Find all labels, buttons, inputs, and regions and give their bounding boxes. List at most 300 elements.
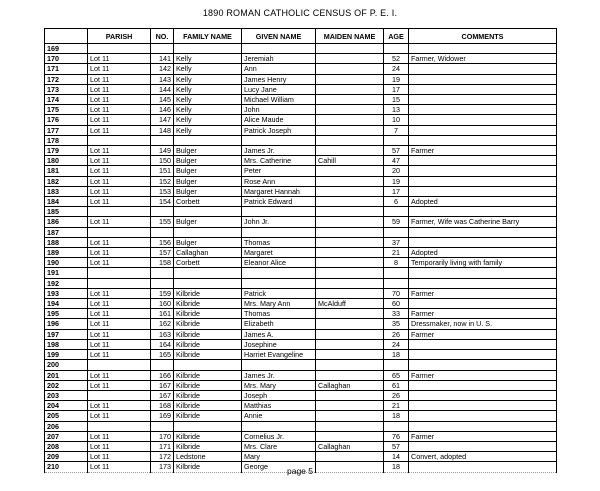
given-name-cell: James Jr.	[242, 146, 316, 156]
parish-cell: Lot 11	[88, 115, 151, 125]
family-name-cell	[174, 44, 242, 54]
table-row	[45, 452, 557, 462]
given-name-cell: Patrick Joseph	[242, 125, 316, 135]
given-name-cell: Rose Ann	[242, 176, 316, 186]
comments-cell	[409, 268, 557, 278]
comments-cell	[409, 74, 557, 84]
line-number-cell: 196	[45, 319, 88, 329]
number-cell: 141	[151, 54, 174, 64]
parish-cell: Lot 11	[88, 319, 151, 329]
comments-cell	[409, 421, 557, 431]
maiden-name-cell	[316, 288, 384, 298]
number-cell: 151	[151, 166, 174, 176]
number-cell: 158	[151, 258, 174, 268]
maiden-name-cell	[316, 44, 384, 54]
line-number-cell: 181	[45, 166, 88, 176]
family-name-cell	[174, 278, 242, 288]
maiden-name-cell	[316, 421, 384, 431]
line-number-cell: 197	[45, 329, 88, 339]
table-header-row	[45, 29, 557, 44]
maiden-name-cell	[316, 115, 384, 125]
comments-cell	[409, 186, 557, 196]
comments-cell	[409, 176, 557, 186]
table-row	[45, 431, 557, 441]
number-cell: 156	[151, 237, 174, 247]
age-cell: 24	[384, 64, 409, 74]
given-name-cell: Thomas	[242, 309, 316, 319]
age-cell: 18	[384, 411, 409, 421]
table-row	[45, 105, 557, 115]
given-name-cell: Ann	[242, 64, 316, 74]
parish-cell	[88, 227, 151, 237]
maiden-name-cell	[316, 227, 384, 237]
number-cell: 157	[151, 248, 174, 258]
comments-cell	[409, 237, 557, 247]
table-row	[45, 401, 557, 411]
line-number-cell: 182	[45, 176, 88, 186]
number-cell	[151, 135, 174, 145]
age-cell: 18	[384, 350, 409, 360]
line-number-cell: 192	[45, 278, 88, 288]
line-number-cell: 203	[45, 390, 88, 400]
age-cell: 13	[384, 105, 409, 115]
age-cell: 17	[384, 84, 409, 94]
number-cell	[151, 421, 174, 431]
number-cell	[151, 360, 174, 370]
number-header: NO.	[151, 29, 174, 44]
number-cell: 164	[151, 339, 174, 349]
given-name-cell: Josephine	[242, 339, 316, 349]
table-row	[45, 390, 557, 400]
age-cell	[384, 207, 409, 217]
maiden-name-cell	[316, 401, 384, 411]
parish-cell: Lot 11	[88, 288, 151, 298]
maiden-name-cell	[316, 186, 384, 196]
number-cell	[151, 44, 174, 54]
table-row	[45, 248, 557, 258]
comments-cell	[409, 207, 557, 217]
maiden-name-cell	[316, 135, 384, 145]
line-number-cell: 193	[45, 288, 88, 298]
number-cell: 167	[151, 380, 174, 390]
given-name-cell: James Jr.	[242, 370, 316, 380]
given-name-cell: Patrick Edward	[242, 197, 316, 207]
age-cell: 19	[384, 74, 409, 84]
maiden-name-cell	[316, 54, 384, 64]
family-name-cell: Kilbride	[174, 462, 242, 472]
parish-cell	[88, 135, 151, 145]
given-name-cell: Mrs. Clare	[242, 441, 316, 451]
line-number-cell: 210	[45, 462, 88, 472]
comments-cell	[409, 125, 557, 135]
age-cell	[384, 44, 409, 54]
age-cell: 8	[384, 258, 409, 268]
parish-cell: Lot 11	[88, 84, 151, 94]
comments-cell: Adopted	[409, 248, 557, 258]
parish-cell: Lot 11	[88, 350, 151, 360]
maiden-name-cell	[316, 146, 384, 156]
family-name-cell: Kelly	[174, 54, 242, 64]
given-name-cell: Margaret	[242, 248, 316, 258]
page-number: page 5	[287, 466, 313, 476]
parish-cell: Lot 11	[88, 380, 151, 390]
table-row	[45, 380, 557, 390]
family-name-cell: Bulger	[174, 166, 242, 176]
age-cell: 59	[384, 217, 409, 227]
age-cell: 57	[384, 146, 409, 156]
maiden-name-cell	[316, 278, 384, 288]
table-body	[45, 44, 557, 473]
line-number-cell: 202	[45, 380, 88, 390]
number-cell: 173	[151, 462, 174, 472]
parish-cell: Lot 11	[88, 401, 151, 411]
table-row	[45, 370, 557, 380]
age-cell	[384, 360, 409, 370]
line-number-cell: 200	[45, 360, 88, 370]
number-cell: 154	[151, 197, 174, 207]
line-number-cell: 169	[45, 44, 88, 54]
age-cell	[384, 227, 409, 237]
line-number-cell: 179	[45, 146, 88, 156]
parish-cell: Lot 11	[88, 329, 151, 339]
comments-cell: Farmer	[409, 288, 557, 298]
age-cell: 21	[384, 248, 409, 258]
given-name-cell: Mrs. Catherine	[242, 156, 316, 166]
line-number-cell: 191	[45, 268, 88, 278]
number-cell: 145	[151, 95, 174, 105]
number-cell: 149	[151, 146, 174, 156]
maiden-name-cell	[316, 84, 384, 94]
family-name-cell: Kelly	[174, 84, 242, 94]
maiden-name-cell	[316, 370, 384, 380]
table-row	[45, 258, 557, 268]
family-name-cell	[174, 421, 242, 431]
maiden-name-cell	[316, 105, 384, 115]
age-cell: 18	[384, 462, 409, 472]
parish-cell: Lot 11	[88, 105, 151, 115]
family-name-cell: Kilbride	[174, 319, 242, 329]
given-name-cell: Cornelius Jr.	[242, 431, 316, 441]
line-number-cell: 201	[45, 370, 88, 380]
maiden-name-cell: Cahill	[316, 156, 384, 166]
age-cell: 37	[384, 237, 409, 247]
family-name-cell: Kilbride	[174, 309, 242, 319]
parish-cell: Lot 11	[88, 452, 151, 462]
parish-cell: Lot 11	[88, 217, 151, 227]
table-row	[45, 278, 557, 288]
table-row	[45, 74, 557, 84]
given-name-cell: Margaret Hannah	[242, 186, 316, 196]
table-row	[45, 227, 557, 237]
maiden-name-cell	[316, 360, 384, 370]
table-row	[45, 64, 557, 74]
age-cell: 35	[384, 319, 409, 329]
comments-cell: Farmer	[409, 370, 557, 380]
line-number-cell: 190	[45, 258, 88, 268]
line-number-cell: 173	[45, 84, 88, 94]
comments-cell	[409, 95, 557, 105]
maiden-name-cell	[316, 452, 384, 462]
comments-cell	[409, 411, 557, 421]
line-number-cell: 194	[45, 299, 88, 309]
table-row	[45, 309, 557, 319]
given-name-cell: John	[242, 105, 316, 115]
given-name-cell	[242, 44, 316, 54]
number-cell: 171	[151, 441, 174, 451]
number-cell: 160	[151, 299, 174, 309]
comments-cell: Adopted	[409, 197, 557, 207]
line-number-cell: 172	[45, 74, 88, 84]
given-name-cell: Thomas	[242, 237, 316, 247]
maiden-name-cell	[316, 258, 384, 268]
line-number-cell: 185	[45, 207, 88, 217]
table-row	[45, 237, 557, 247]
line-number-header	[45, 29, 88, 44]
family-name-cell	[174, 227, 242, 237]
family-name-cell: Bulger	[174, 237, 242, 247]
given-name-cell: Lucy Jane	[242, 84, 316, 94]
comments-cell	[409, 135, 557, 145]
comments-cell	[409, 278, 557, 288]
parish-cell: Lot 11	[88, 54, 151, 64]
given-name-cell: Mrs. Mary Ann	[242, 299, 316, 309]
age-cell: 26	[384, 329, 409, 339]
family-name-cell: Kelly	[174, 105, 242, 115]
comments-cell: Farmer	[409, 329, 557, 339]
parish-cell: Lot 11	[88, 64, 151, 74]
comments-cell	[409, 360, 557, 370]
number-cell	[151, 278, 174, 288]
comments-cell	[409, 115, 557, 125]
age-cell: 7	[384, 125, 409, 135]
family-name-cell: Kelly	[174, 74, 242, 84]
parish-header: PARISH	[88, 29, 151, 44]
parish-cell: Lot 11	[88, 95, 151, 105]
line-number-cell: 178	[45, 135, 88, 145]
number-cell	[151, 227, 174, 237]
maiden-name-cell	[316, 339, 384, 349]
maiden-name-cell	[316, 309, 384, 319]
age-cell: 52	[384, 54, 409, 64]
parish-cell: Lot 11	[88, 176, 151, 186]
family-name-cell: Kilbride	[174, 339, 242, 349]
given-name-cell: Eleanor Alice	[242, 258, 316, 268]
number-cell	[151, 207, 174, 217]
given-name-cell	[242, 278, 316, 288]
line-number-cell: 195	[45, 309, 88, 319]
parish-cell: Lot 11	[88, 125, 151, 135]
comments-cell: Temporarily living with family	[409, 258, 557, 268]
age-header: AGE	[384, 29, 409, 44]
age-cell: 26	[384, 390, 409, 400]
parish-cell	[88, 360, 151, 370]
parish-cell	[88, 278, 151, 288]
maiden-name-cell	[316, 217, 384, 227]
parish-cell: Lot 11	[88, 166, 151, 176]
table-row	[45, 95, 557, 105]
maiden-name-cell: McAlduff	[316, 299, 384, 309]
maiden-name-cell	[316, 268, 384, 278]
line-number-cell: 183	[45, 186, 88, 196]
age-cell: 65	[384, 370, 409, 380]
number-cell: 146	[151, 105, 174, 115]
number-cell: 169	[151, 411, 174, 421]
number-cell: 162	[151, 319, 174, 329]
table-row	[45, 329, 557, 339]
age-cell	[384, 135, 409, 145]
family-name-cell: Kelly	[174, 125, 242, 135]
age-cell: 15	[384, 95, 409, 105]
given-name-cell: Joseph	[242, 390, 316, 400]
parish-cell: Lot 11	[88, 74, 151, 84]
age-cell: 6	[384, 197, 409, 207]
maiden-name-cell	[316, 350, 384, 360]
age-cell: 57	[384, 441, 409, 451]
table-row	[45, 54, 557, 64]
number-cell: 168	[151, 401, 174, 411]
comments-cell	[409, 166, 557, 176]
family-name-cell: Kelly	[174, 115, 242, 125]
comments-cell	[409, 441, 557, 451]
maiden-name-cell	[316, 166, 384, 176]
age-cell: 76	[384, 431, 409, 441]
family-name-cell: Kilbride	[174, 380, 242, 390]
family-name-cell: Kilbride	[174, 401, 242, 411]
family-name-cell: Corbett	[174, 258, 242, 268]
given-name-cell: Mary	[242, 452, 316, 462]
comments-cell: Farmer, Widower	[409, 54, 557, 64]
number-cell: 150	[151, 156, 174, 166]
given-name-cell: Matthias	[242, 401, 316, 411]
parish-cell: Lot 11	[88, 462, 151, 472]
family-name-header: FAMILY NAME	[174, 29, 242, 44]
comments-cell	[409, 380, 557, 390]
given-name-cell	[242, 268, 316, 278]
given-name-cell: Harriet Evangeline	[242, 350, 316, 360]
family-name-cell	[174, 135, 242, 145]
number-cell: 170	[151, 431, 174, 441]
number-cell: 155	[151, 217, 174, 227]
maiden-name-cell	[316, 74, 384, 84]
number-cell: 161	[151, 309, 174, 319]
family-name-cell: Kelly	[174, 95, 242, 105]
age-cell: 10	[384, 115, 409, 125]
comments-cell: Dressmaker, now in U. S.	[409, 319, 557, 329]
table-row	[45, 288, 557, 298]
table-row	[45, 186, 557, 196]
parish-cell	[88, 421, 151, 431]
line-number-cell: 189	[45, 248, 88, 258]
comments-cell: Farmer	[409, 431, 557, 441]
line-number-cell: 209	[45, 452, 88, 462]
comments-cell	[409, 156, 557, 166]
table-row	[45, 156, 557, 166]
family-name-cell: Kilbride	[174, 350, 242, 360]
age-cell: 20	[384, 166, 409, 176]
comments-cell	[409, 401, 557, 411]
given-name-cell: John Jr.	[242, 217, 316, 227]
parish-cell: Lot 11	[88, 258, 151, 268]
line-number-cell: 187	[45, 227, 88, 237]
age-cell: 61	[384, 380, 409, 390]
family-name-cell	[174, 268, 242, 278]
table-row	[45, 217, 557, 227]
parish-cell: Lot 11	[88, 431, 151, 441]
number-cell: 165	[151, 350, 174, 360]
parish-cell: Lot 11	[88, 248, 151, 258]
maiden-name-cell	[316, 248, 384, 258]
family-name-cell	[174, 360, 242, 370]
table-row	[45, 146, 557, 156]
comments-cell	[409, 105, 557, 115]
given-name-cell: Jeremiah	[242, 54, 316, 64]
line-number-cell: 177	[45, 125, 88, 135]
maiden-name-cell	[316, 431, 384, 441]
given-name-cell: Mrs. Mary	[242, 380, 316, 390]
family-name-cell: Kilbride	[174, 411, 242, 421]
maiden-name-cell	[316, 390, 384, 400]
table-row	[45, 299, 557, 309]
maiden-name-cell	[316, 176, 384, 186]
age-cell	[384, 268, 409, 278]
maiden-name-cell	[316, 64, 384, 74]
family-name-cell: Kilbride	[174, 431, 242, 441]
number-cell: 166	[151, 370, 174, 380]
line-number-cell: 184	[45, 197, 88, 207]
age-cell: 60	[384, 299, 409, 309]
given-name-cell	[242, 360, 316, 370]
comments-cell	[409, 44, 557, 54]
maiden-name-cell	[316, 237, 384, 247]
family-name-cell: Bulger	[174, 186, 242, 196]
age-cell: 24	[384, 339, 409, 349]
parish-cell: Lot 11	[88, 411, 151, 421]
table-row	[45, 135, 557, 145]
parish-cell: Lot 11	[88, 339, 151, 349]
given-name-cell: George	[242, 462, 316, 472]
age-cell: 33	[384, 309, 409, 319]
family-name-cell: Bulger	[174, 217, 242, 227]
table-row	[45, 166, 557, 176]
table-row	[45, 197, 557, 207]
age-cell	[384, 278, 409, 288]
line-number-cell: 208	[45, 441, 88, 451]
maiden-name-cell: Callaghan	[316, 380, 384, 390]
table-row	[45, 207, 557, 217]
family-name-cell: Kilbride	[174, 370, 242, 380]
family-name-cell: Bulger	[174, 146, 242, 156]
maiden-name-cell	[316, 207, 384, 217]
given-name-cell: Patrick	[242, 288, 316, 298]
given-name-cell: Elizabeth	[242, 319, 316, 329]
line-number-cell: 170	[45, 54, 88, 64]
number-cell: 172	[151, 452, 174, 462]
comments-cell	[409, 390, 557, 400]
table-row	[45, 360, 557, 370]
given-name-cell	[242, 135, 316, 145]
parish-cell: Lot 11	[88, 441, 151, 451]
given-name-header: GIVEN NAME	[242, 29, 316, 44]
comments-cell: Farmer	[409, 146, 557, 156]
line-number-cell: 175	[45, 105, 88, 115]
number-cell: 153	[151, 186, 174, 196]
line-number-cell: 171	[45, 64, 88, 74]
comments-cell: Farmer, Wife was Catherine Barry	[409, 217, 557, 227]
table-row	[45, 44, 557, 54]
number-cell: 163	[151, 329, 174, 339]
document-title: 1890 ROMAN CATHOLIC CENSUS OF P. E. I.	[202, 8, 398, 18]
given-name-cell	[242, 421, 316, 431]
